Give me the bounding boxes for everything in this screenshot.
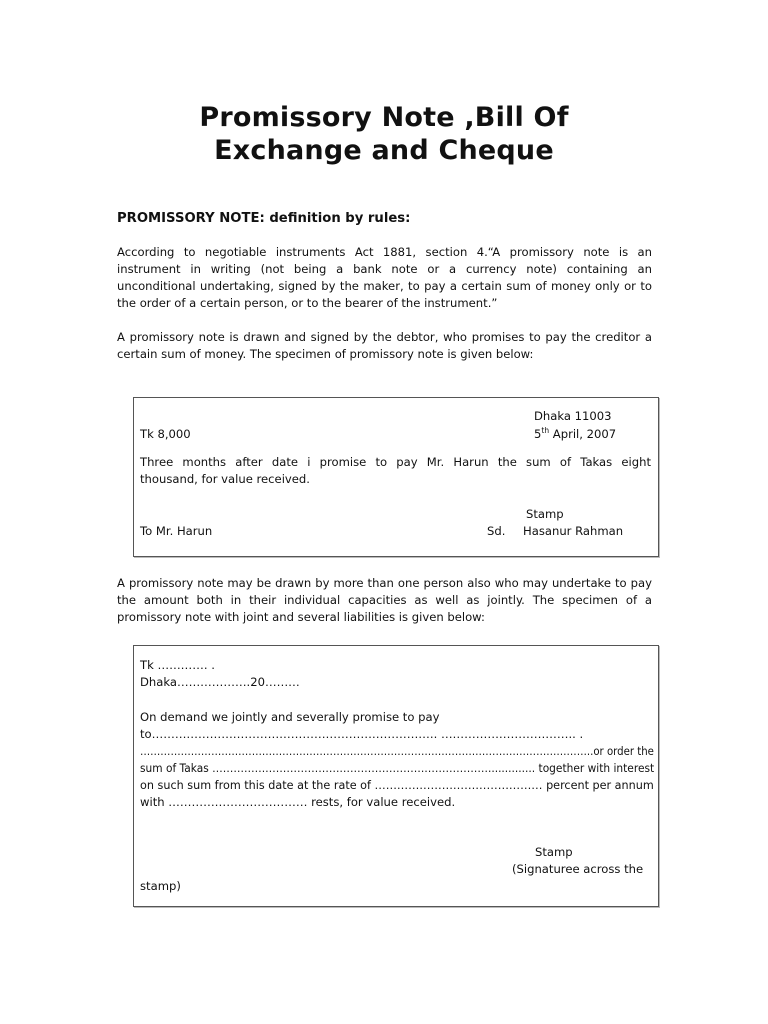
promissory-note-specimen-2	[133, 645, 659, 907]
paragraph-line: promissory note with joint and several liabilities is given below:	[117, 610, 485, 624]
note-date-day: 5	[534, 427, 542, 441]
paragraph-line: unconditional undertaking, signed by the maker, to pay a certain sum of money only or to	[117, 279, 652, 293]
title-line-1: Promissory Note ,Bill Of	[199, 102, 569, 133]
note-dhaka-blank: Dhaka……………….20………	[140, 675, 300, 689]
section-heading-bold: PROMISSORY NOTE	[117, 211, 260, 226]
note-tk-blank: Tk …………. .	[140, 658, 215, 672]
note-stamp: Stamp	[526, 507, 564, 521]
joint-paragraph	[117, 575, 652, 626]
title-line-2: Exchange and Cheque	[214, 135, 554, 166]
paragraph-line: According to negotiable instruments Act 1881, section 4.“A promissory note is an	[117, 245, 652, 259]
paragraph-line: instrument in writing (not being a bank note or a currency note) containing an	[117, 262, 652, 276]
note-signature-label: (Signaturee across the	[512, 862, 644, 876]
note-body-line: to……………………………………………………………….. …………………………….. .	[140, 727, 584, 741]
definition-paragraph	[117, 244, 652, 312]
note-amount: Tk 8,000	[140, 427, 191, 441]
note-body-line: thousand, for value received.	[140, 472, 310, 486]
note-body-line: ……………………………………………………………………………………………………………………..or order the	[140, 744, 654, 758]
section-heading-rest: : definition by rules:	[259, 211, 411, 226]
note-signer: Hasanur Rahman	[523, 524, 624, 538]
note-body-line: on such sum from this date at the rate of ……………………………………… percent per annum	[140, 778, 654, 792]
note-stamp: Stamp	[535, 845, 573, 859]
note-date-suffix: th	[541, 426, 550, 435]
note-signature-label-cont: stamp)	[140, 879, 181, 893]
note-sd: Sd.	[487, 524, 506, 538]
note-body-line: On demand we jointly and severally promise to pay	[140, 710, 440, 724]
note-date-rest: April, 2007	[549, 427, 617, 441]
note-body-line: with ……………………………… rests, for value received.	[140, 795, 456, 809]
note-body-line: Three months after date i promise to pay Mr. Harun the sum of Takas eight	[140, 455, 651, 469]
paragraph-line: A promissory note is drawn and signed by the debtor, who promises to pay the creditor a	[117, 330, 652, 344]
section-heading	[117, 210, 410, 228]
note-place: Dhaka 11003	[534, 409, 612, 423]
paragraph-line: A promissory note may be drawn by more than one person also who may undertake to pay	[117, 576, 652, 590]
debtor-paragraph	[117, 329, 652, 363]
paragraph-line: the amount both in their individual capacities as well as jointly. The specimen of a	[117, 593, 652, 607]
promissory-note-specimen-1	[133, 397, 659, 557]
paragraph-line: certain sum of money. The specimen of promissory note is given below:	[117, 347, 534, 361]
paragraph-line: the order of a certain person, or to the bearer of the instrument.”	[117, 296, 498, 310]
note-body-line: sum of Takas …………………………………………………………………….............. together with interest	[140, 761, 655, 775]
note-payee: To Mr. Harun	[140, 524, 213, 538]
document-title	[0, 101, 768, 167]
note-date	[534, 426, 616, 443]
